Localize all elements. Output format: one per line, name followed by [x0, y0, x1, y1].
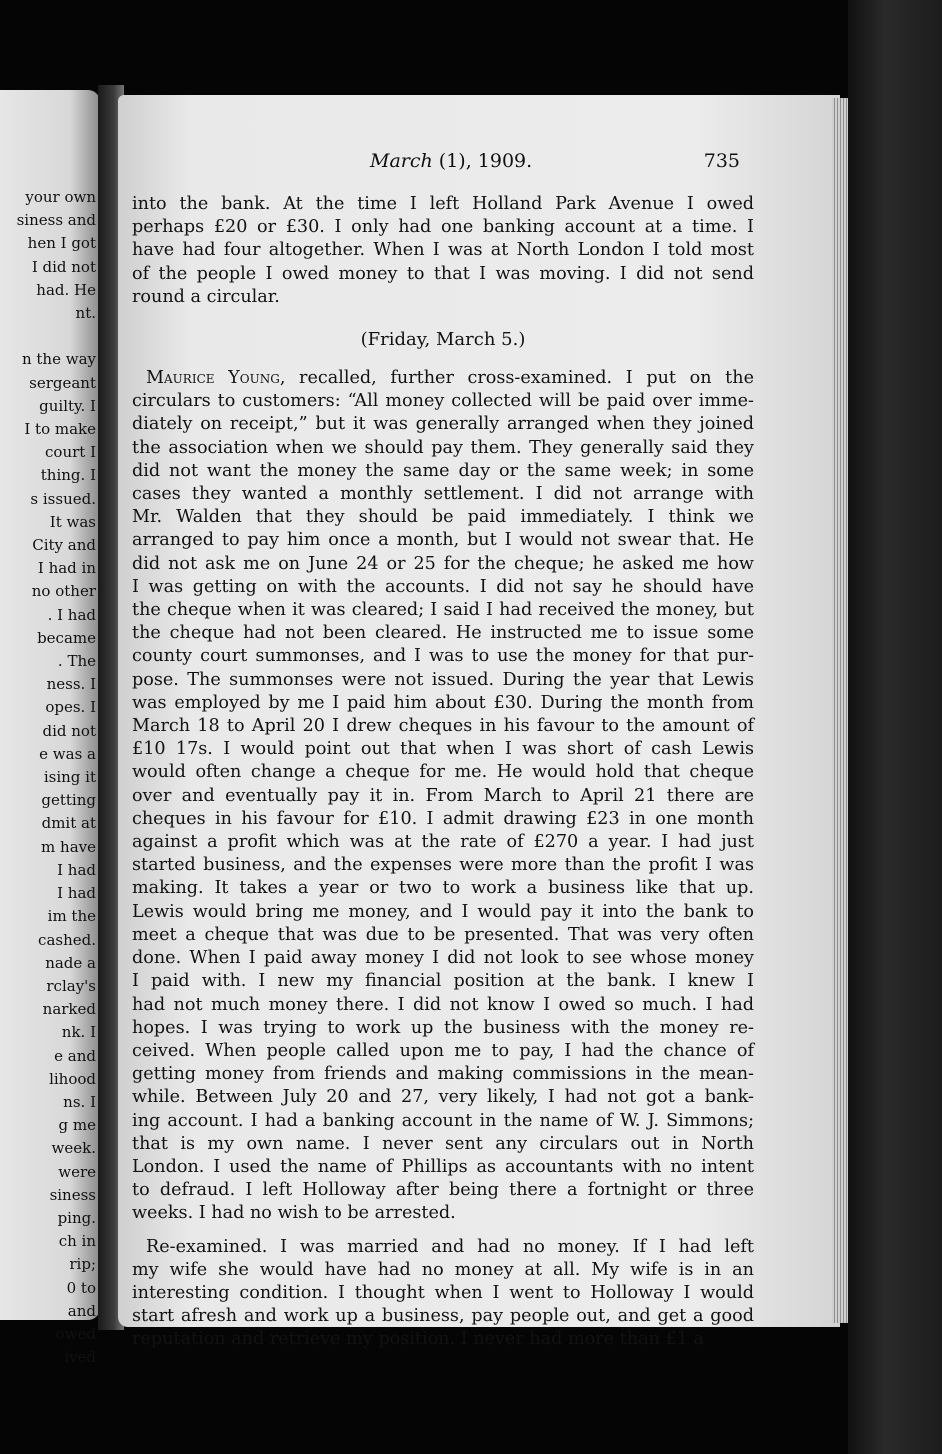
paragraph-line: cases they wanted a monthly settlement. I did not arrange with [132, 484, 754, 505]
paragraph-line: had not much money there. I did not know I owed so much. I had [132, 994, 754, 1015]
left-page-line: I had [57, 884, 96, 903]
left-page-line: became [37, 628, 96, 647]
left-page-line: narked [42, 1000, 96, 1019]
paragraph-line: into the bank. At the time I left Holland Park Avenue I owed [132, 194, 754, 214]
left-page-line: court I [45, 443, 96, 462]
speaker-name: Maurice Young [146, 368, 280, 389]
running-title [370, 150, 532, 172]
left-page-line: lihood [49, 1069, 96, 1088]
body-text [132, 193, 754, 1352]
left-page-line: nt. [75, 304, 96, 323]
left-page-line: ping. [57, 1208, 96, 1227]
left-page-line: cashed. [38, 930, 96, 949]
paragraph-line: county court summonses, and I was to use the money for that pur- [132, 646, 754, 667]
left-page-line: I to make [24, 420, 96, 439]
paragraph-line: Mr. Walden that they should be paid immediately. I think we [132, 507, 754, 528]
left-page-line: im the [47, 907, 96, 926]
left-page-line: e and [54, 1046, 96, 1065]
page-edge [832, 98, 848, 1323]
paragraph-line: meet a cheque that was due to be presented. That was very often [132, 924, 754, 945]
left-page-line: nk. I [61, 1023, 96, 1042]
left-page-text [0, 186, 96, 1369]
left-page-line: I had in [37, 559, 96, 578]
paragraph-line: ing account. I had a banking account in the name of W. J. Simmons; [132, 1110, 754, 1131]
left-page-line: n the way [21, 350, 96, 369]
left-page-line: no other [31, 582, 96, 601]
left-page-line: and [67, 1301, 96, 1320]
paragraph-line: was employed by me I paid him about £30. During the month from [132, 692, 754, 713]
paragraph-line: interesting condition. I thought when I went to Holloway I would [132, 1282, 754, 1303]
paragraph-line: Lewis would bring me money, and I would pay it into the bank to [132, 901, 754, 922]
paragraph-line: I was getting on with the accounts. I did not say he should have [132, 576, 754, 597]
left-page-line: rip; [69, 1255, 96, 1274]
left-page-line: had. He [36, 280, 96, 299]
paragraph-line: my wife she would have had no money at all. My wife is in an [132, 1259, 754, 1280]
left-page-line: ness. I [46, 675, 96, 694]
left-page-line: did not [42, 721, 96, 740]
left-page-line: It was [49, 512, 96, 531]
paragraph-line: start afresh and work up a business, pay people out, and get a good [132, 1306, 754, 1327]
left-page-line: 0 to [66, 1278, 96, 1297]
left-page-line: hen I got [27, 234, 96, 253]
paragraph-continuation [132, 193, 754, 309]
paragraph-line: while. Between July 20 and 27, very likely, I had not got a bank- [132, 1087, 754, 1108]
paragraph-line: round a circular. [132, 286, 280, 307]
paragraph-line: of the people I owed money to that I was moving. I did not send [132, 263, 754, 284]
paragraph-line: making. It takes a year or two to work a business like that up. [132, 878, 754, 899]
section-heading: (Friday, March 5.) [360, 329, 526, 351]
paragraph-line: London. I used the name of Phillips as accountants with no intent [132, 1156, 754, 1177]
left-page-line [0, 325, 96, 348]
left-page-line: e was a [39, 744, 96, 763]
paragraph-line: circulars to customers: “All money collected will be paid over imme- [132, 391, 754, 412]
left-page-line: owed [55, 1324, 96, 1343]
left-page-line: ch in [58, 1232, 96, 1251]
paragraph-line: the association when we should pay them. They generally said they [132, 437, 754, 458]
left-page-line: I had [57, 860, 96, 879]
left-page-line: City and [32, 536, 96, 555]
left-page-line: g me [58, 1116, 96, 1135]
paragraph-line: diately on receipt,” but it was generally arranged when they joined [132, 414, 754, 435]
paragraph-line: that is my own name. I never sent any circulars out in North [132, 1133, 754, 1154]
left-page-line: ising it [43, 768, 96, 787]
paragraph-line: ceived. When people called upon me to pay, I had the chance of [132, 1040, 754, 1061]
page-number: 735 [703, 150, 740, 172]
left-page-line: s issued. [30, 489, 96, 508]
paragraph-line: Maurice Young, recalled, further cross-examined. I put on the [146, 368, 754, 389]
left-page-line: ns. I [63, 1092, 96, 1111]
left-page-line: siness [49, 1185, 96, 1204]
paragraph-line: the cheque when it was cleared; I said I had received the money, but [132, 600, 754, 621]
left-page-line: your own [25, 188, 96, 206]
left-page-line: I did not [31, 257, 96, 276]
paragraph-line: did not want the money the same day or the same week; in some [132, 460, 754, 481]
running-title-rest: (1), 1909. [438, 150, 533, 172]
paragraph-line: have had four altogether. When I was at North London I told most [132, 240, 754, 261]
paragraph-line: done. When I paid away money I did not look to see whose money [132, 948, 754, 969]
dark-background [848, 0, 942, 1454]
left-page-line: siness and [16, 211, 96, 230]
paragraph-line: pose. The summonses were not issued. During the year that Lewis [132, 669, 754, 690]
paragraph-line: arranged to pay him once a month, but I would not swear that. He [132, 530, 754, 551]
left-page-line: opes. I [45, 698, 96, 717]
left-page-line: rclay's [46, 976, 96, 995]
paragraph-line: I paid with. I new my financial position at the bank. I knew I [132, 971, 754, 992]
paragraph-line: against a profit which was at the rate of £270 a year. I had just [132, 832, 754, 853]
left-page-line: . I had [47, 605, 96, 624]
left-page-line: m have [41, 837, 96, 856]
paragraph-line: March 18 to April 20 I drew cheques in his favour to the amount of [132, 716, 754, 737]
left-page-line: thing. I [40, 466, 96, 485]
left-page-line: were [58, 1162, 96, 1181]
paragraph-line: hopes. I was trying to work up the business with the money re- [132, 1017, 754, 1038]
paragraph-line: perhaps £20 or £30. I only had one banking account at a time. I [132, 217, 754, 238]
paragraph-line: to defraud. I left Holloway after being there a fortnight or three [132, 1180, 754, 1201]
paragraph-testimony [132, 367, 754, 1226]
paragraph-line: did not ask me on June 24 or 25 for the cheque; he asked me how [132, 553, 754, 574]
paragraph-line: £10 17s. I would point out that when I was short of cash Lewis [132, 739, 754, 760]
paragraph-line: Re-examined. I was married and had no money. If I had left [146, 1236, 754, 1257]
paragraph-line: the cheque had not been cleared. He instructed me to issue some [132, 623, 754, 644]
left-page-line: dmit at [41, 814, 96, 833]
left-page-line: week. [51, 1139, 96, 1158]
paragraph-line: weeks. I had no wish to be arrested. [132, 1203, 456, 1224]
left-page-line: nade a [45, 953, 96, 972]
paragraph-line: started business, and the expenses were more than the profit I was [132, 855, 754, 876]
running-title-month: March [370, 150, 433, 172]
left-page-fragment [0, 90, 100, 1367]
left-page-line: ived [64, 1348, 96, 1367]
left-page-line: getting [41, 791, 96, 810]
left-page-line: sergeant [29, 373, 96, 392]
paragraph-line: over and eventually pay it in. From March to April 21 there are [132, 785, 754, 806]
running-head [370, 150, 740, 180]
paragraph-line: getting money from friends and making commissions in the mean- [132, 1064, 754, 1085]
paragraph-line: would often change a cheque for me. He would hold that cheque [132, 762, 754, 783]
left-page-line: . The [57, 652, 96, 671]
paragraph-line: cheques in his favour for £10. I admit drawing £23 in one month [132, 808, 754, 829]
left-page-line: guilty. I [39, 396, 96, 415]
paragraph-line: reputation and retrieve my position. I never had more than £1 a [132, 1329, 704, 1350]
paragraph-reexamined [132, 1236, 754, 1352]
